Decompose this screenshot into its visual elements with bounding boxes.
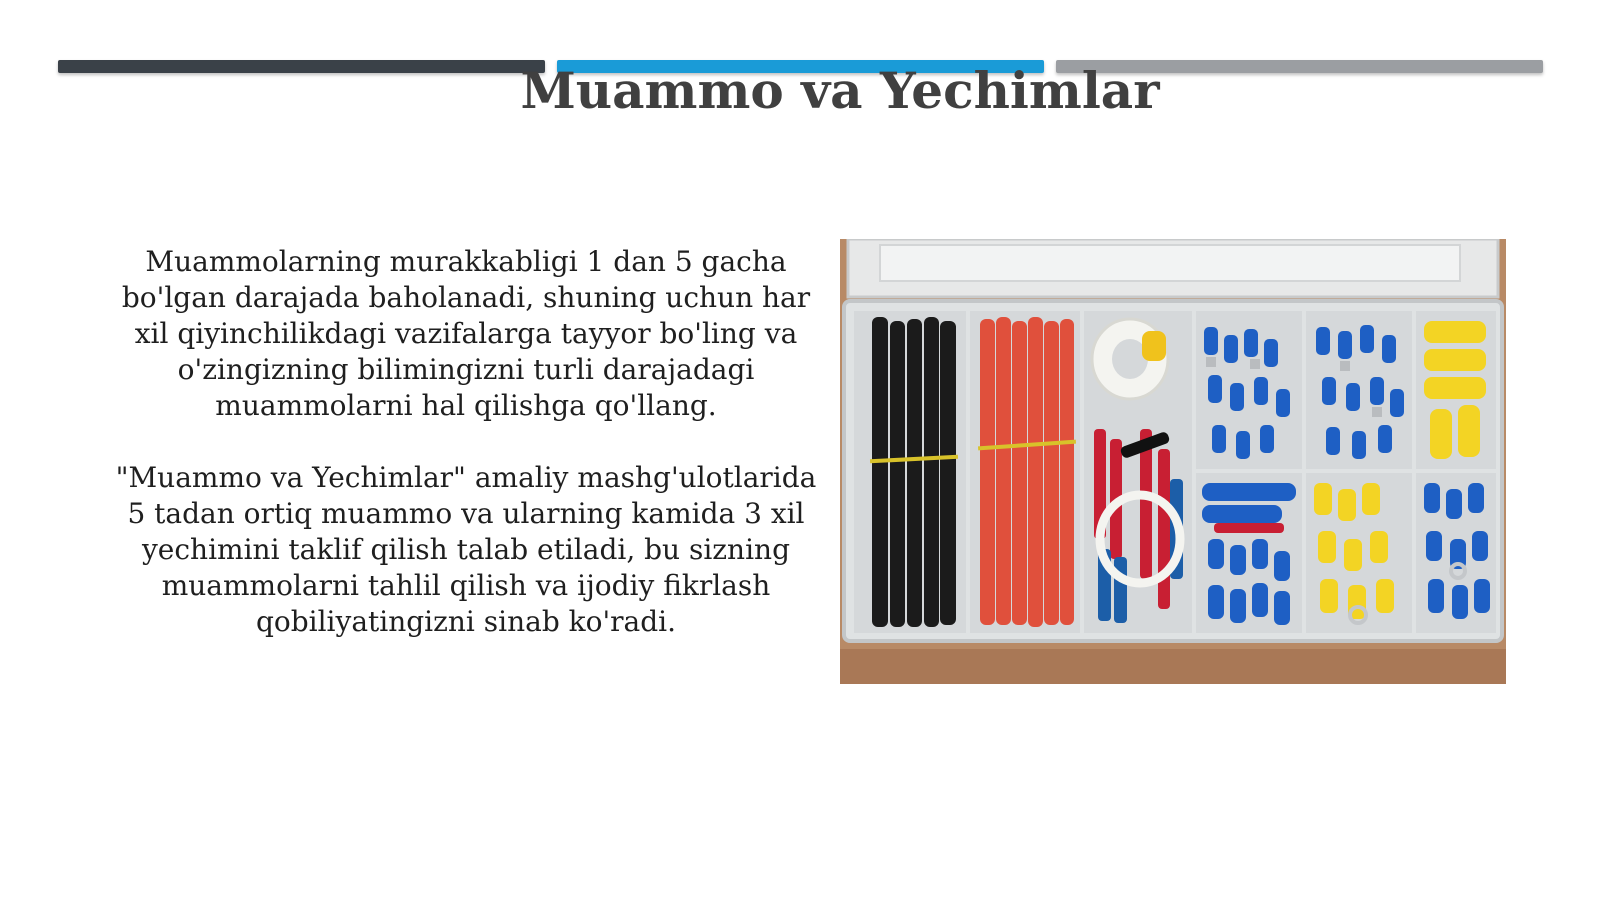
paragraph-complexity: Muammolarning murakkabligi 1 dan 5 gacha bo'lgan darajada baholanadi, shuning uchun har xil qiyinchilikdagi vazifalarga tayyor bo'ling va o'zingizning bilimingizni turli darajadagi muammolarni hal qilishga qo'llang.: [121, 245, 811, 422]
body-text: [108, 244, 824, 640]
paragraph-requirements: "Muammo va Yechimlar" amaliy mashg'ulotlarida 5 tadan ortiq muammo va ularning kamida 3 xil yechimini taklif qilish talab etiladi, bu sizning muammolarni tahlil qilish va ijodiy fikrlash qobiliyatingizni sinab ko'radi.: [115, 461, 817, 638]
terminal-kit-photo: [840, 239, 1506, 684]
slide-title: Muammo va Yechimlar: [520, 61, 1160, 120]
